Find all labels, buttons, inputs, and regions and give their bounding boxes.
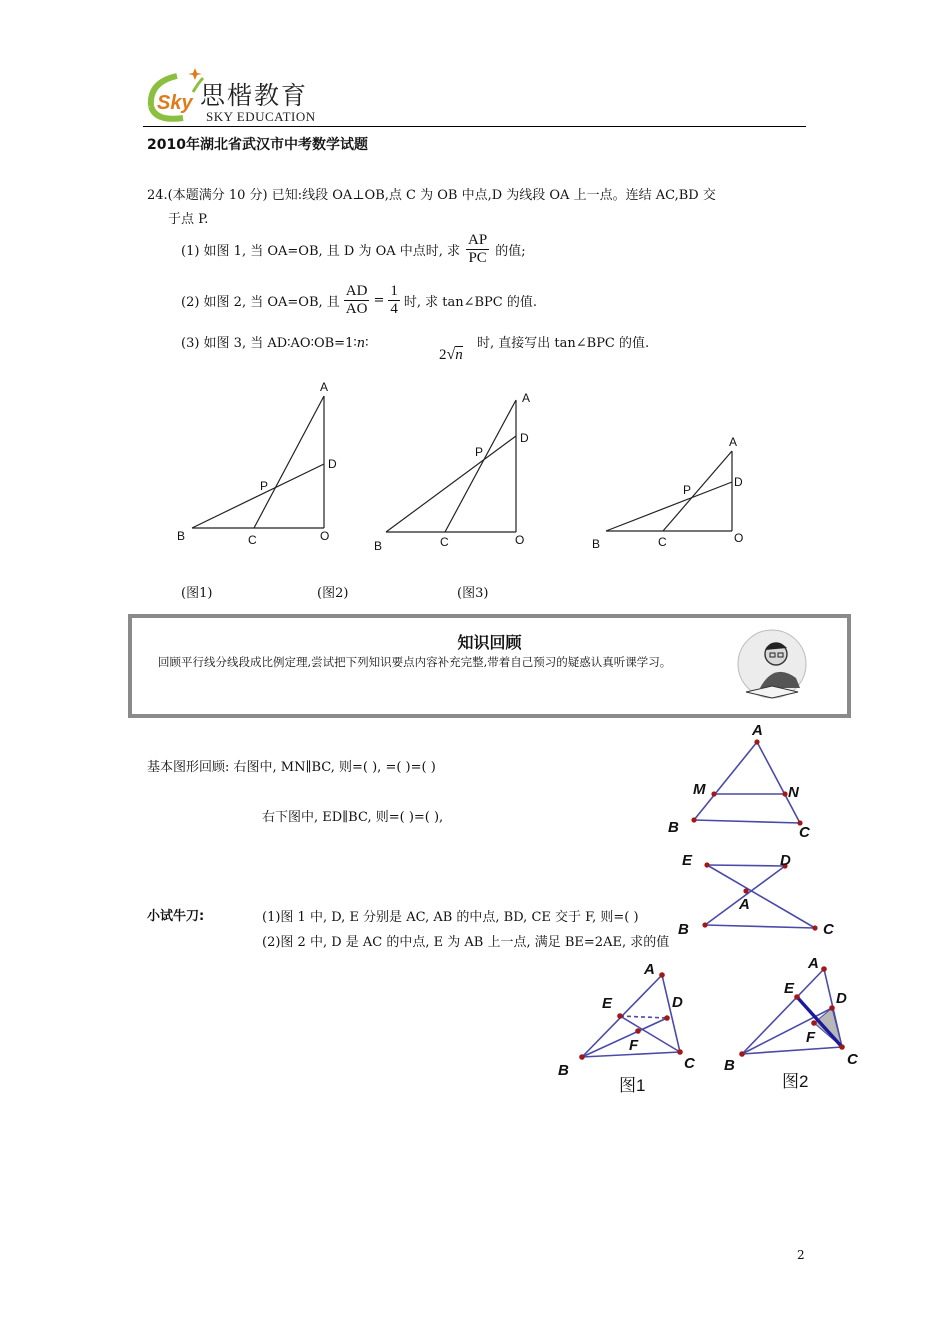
problem-intro-line1: 24.(本题满分 10 分) 已知:线段 OA⊥OB,点 C 为 OB 中点,D 为线段 OA 上一点。连结 AC,BD 交 <box>147 188 716 203</box>
fig3-label-c: C <box>658 535 667 549</box>
fig1-segment-ac <box>254 396 324 528</box>
root-coefficient: 2 <box>439 347 447 363</box>
tri1-label-m: M <box>693 781 706 798</box>
frac-denominator: AO <box>345 301 368 318</box>
fig1-label-d: D <box>672 994 683 1011</box>
fig1-label-e: E <box>602 995 613 1012</box>
tri1-label-a: A <box>752 722 763 739</box>
document-title: 2010年湖北省武汉市中考数学试题 <box>147 137 368 153</box>
fig2-label-d: D <box>836 990 847 1007</box>
trial-fig2-caption: 图2 <box>782 1072 809 1091</box>
sky-logo-icon <box>143 62 205 126</box>
tri2-label-b: B <box>678 921 689 938</box>
page-number: 2 <box>797 1248 805 1262</box>
part2-prefix: (2) 如图 2, 当 OA=OB, 且 <box>181 295 340 311</box>
root-variable: n <box>455 347 463 363</box>
fig3-label-a: A <box>729 435 738 449</box>
fig1-label-b: B <box>177 529 186 543</box>
fig1-label-a: A <box>644 961 655 978</box>
parallel-triangles-diagram <box>660 718 860 948</box>
tri1-label-c: C <box>799 824 810 841</box>
tri1-label-b: B <box>668 819 679 836</box>
fig2-label-a: A <box>808 955 819 972</box>
fig2-label-f: F <box>806 1029 816 1046</box>
fig2-label-c: C <box>847 1051 858 1068</box>
review-text: 回顾平行线分线段成比例定理,尝试把下列知识要点内容补充完整,带着自己预习的疑惑认真听课学习。 <box>158 655 672 669</box>
fig1-label-d: D <box>328 457 337 471</box>
problem-part3 <box>181 332 650 370</box>
trial-label: 小试牛刀: <box>147 909 205 924</box>
frac-numerator: 1 <box>388 283 400 301</box>
fig3-segment-ac <box>663 451 732 531</box>
fig2-label-o: O <box>515 533 525 547</box>
trial-line1: (1)图 1 中, D, E 分别是 AC, AB 的中点, BD, CE 交于 F, 则=( ) <box>262 910 639 925</box>
part3-n: n <box>356 336 366 351</box>
part2-suffix: 时, 求 tan∠BPC 的值. <box>403 295 537 311</box>
trial-figures <box>552 950 872 1100</box>
fig1-label-f: F <box>629 1037 639 1054</box>
fig2-label-e: E <box>784 980 795 997</box>
fraction-ap-pc <box>466 232 489 268</box>
fig1-segment-bd <box>192 464 324 528</box>
fig3-label-o: O <box>734 531 744 545</box>
problem-part2 <box>181 283 537 319</box>
fig3-label-d: D <box>734 475 743 489</box>
fig3-label-p: P <box>683 483 692 497</box>
fig1-label-c: C <box>684 1055 695 1072</box>
caption-fig3: (图3) <box>457 586 489 601</box>
trial-line2: (2)图 2 中, D 是 AC 的中点, E 为 AB 上一点, 满足 BE=2AE, 求的值 <box>262 935 670 950</box>
fig1-label-o: O <box>320 529 330 543</box>
fig1-label-p: P <box>260 479 269 493</box>
fig1-label-a: A <box>320 380 329 394</box>
fig2-label-b: B <box>724 1057 735 1074</box>
part1-prefix: (1) 如图 1, 当 OA=OB, 且 D 为 OA 中点时, 求 <box>181 244 461 260</box>
tri2-label-d: D <box>780 852 791 869</box>
brand-name-cn: 思楷教育 <box>200 81 309 110</box>
geometry-figures <box>170 376 760 556</box>
basic-review-line1: 基本图形回顾: 右图中, MN∥BC, 则=( ), =( )=( ) <box>147 760 436 775</box>
part3-sep: ∶ <box>365 336 369 351</box>
frac-numerator: AD <box>344 283 370 301</box>
problem-part1 <box>181 232 526 268</box>
tri1-label-n: N <box>788 784 799 801</box>
fig2-label-a: A <box>522 391 531 405</box>
part1-suffix: 的值; <box>495 244 526 260</box>
frac-denominator: 4 <box>390 301 398 318</box>
fig2-label-d: D <box>520 431 529 445</box>
trial-fig1-caption: 图1 <box>619 1076 646 1095</box>
problem-intro-line2: 于点 P. <box>168 212 209 227</box>
fraction-one-quarter <box>388 283 400 319</box>
brand-name-en: SKY EDUCATION <box>206 109 316 124</box>
part3-suffix: 时, 直接写出 tan∠BPC 的值. <box>477 336 650 351</box>
fig1-label-c: C <box>248 533 257 547</box>
fig2-label-p: P <box>475 445 484 459</box>
caption-fig1: (图1) <box>181 586 213 601</box>
tri2-label-a: A <box>739 896 750 913</box>
frac-denominator: PC <box>468 250 487 267</box>
part3-prefix: (3) 如图 3, 当 AD∶AO∶OB=1∶ <box>181 336 357 351</box>
fig2-segment-ac <box>445 400 516 532</box>
header-divider <box>143 126 806 127</box>
logo-mark: Sky <box>157 92 193 114</box>
equals-sign: = <box>373 293 385 309</box>
fig2-label-c: C <box>440 535 449 549</box>
basic-review-line2: 右下图中, ED∥BC, 则=( )=( ), <box>262 810 444 825</box>
review-title: 知识回顾 <box>457 633 522 652</box>
tri2-label-e: E <box>682 852 693 869</box>
frac-numerator: AP <box>466 232 489 250</box>
tri2-label-c: C <box>823 921 834 938</box>
fig2-label-b: B <box>374 539 383 553</box>
caption-fig2: (图2) <box>317 586 349 601</box>
knowledge-review-box <box>128 614 851 718</box>
fraction-ad-ao <box>344 283 370 319</box>
fig3-label-b: B <box>592 537 601 551</box>
part3-root: 2√n <box>439 346 463 363</box>
fig1-label-b: B <box>558 1062 569 1079</box>
student-reading-icon <box>732 628 820 708</box>
fig2-segment-bd <box>386 436 516 532</box>
